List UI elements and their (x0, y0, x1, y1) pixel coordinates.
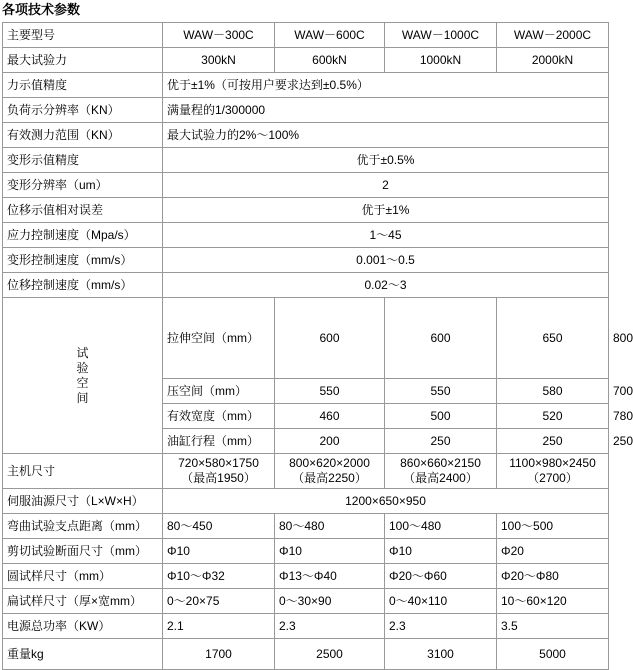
row-value: 优于±1%（可按用户要求达到±0.5%） (163, 73, 609, 98)
row-value: Φ10 (275, 539, 385, 564)
row-value: 0.02～3 (163, 273, 609, 298)
row-label: 变形分辨率（um） (3, 173, 163, 198)
row-label: 有效测力范围（KN） (3, 123, 163, 148)
row-value: 优于±1% (163, 198, 609, 223)
row-value: Φ20～Φ80 (497, 564, 609, 589)
main-size-line2: （最高2250） (292, 471, 367, 485)
row-value: 250 (497, 429, 609, 454)
row-value: Φ20 (497, 539, 609, 564)
main-size-line1: 1100×980×2450 (509, 456, 596, 470)
row-label: 位移示值相对误差 (3, 198, 163, 223)
row-label: 力示值精度 (3, 73, 163, 98)
row-label: 剪切试验断面尺寸（mm） (3, 539, 163, 564)
row-value: 2 (163, 173, 609, 198)
page-title: 各项技术参数 (2, 2, 81, 17)
table-row (3, 48, 609, 73)
group-char-1: 试 (76, 345, 89, 360)
row-value: 2000kN (497, 48, 609, 73)
row-value: 0～40×110 (385, 589, 497, 614)
row-value: 520 (497, 404, 609, 429)
row-value: 1～45 (163, 223, 609, 248)
table-row: 油缸行程（mm） 200 250 250 250 (3, 429, 609, 454)
row-value: 5000 (497, 639, 609, 670)
row-value: 80～480 (275, 514, 385, 539)
model-2: WAW－600C (275, 23, 385, 48)
row-value: 2.3 (275, 614, 385, 639)
row-value: 2500 (275, 639, 385, 670)
main-size-line2: （最高1950） (181, 471, 256, 485)
row-value: 80～450 (163, 514, 275, 539)
table-row: 试 验 空 间 拉伸空间（mm） 600 600 650 800 (3, 298, 609, 379)
table-row: 压空间（mm） 550 550 580 700 (3, 379, 609, 404)
row-value: Φ10 (385, 539, 497, 564)
table-row (3, 514, 609, 539)
table-row (3, 123, 609, 148)
row-label: 负荷示分辨率（KN） (3, 98, 163, 123)
row-value: 600kN (275, 48, 385, 73)
row-value: 460 (275, 404, 385, 429)
row-value: 10～60×120 (497, 589, 609, 614)
main-size-line1: 720×580×1750 (178, 456, 259, 470)
row-label: 最大试验力 (3, 48, 163, 73)
row-value: 0～30×90 (275, 589, 385, 614)
group-char-3: 空 (76, 375, 89, 390)
row-value: 最大试验力的2%～100% (163, 123, 609, 148)
row-value: 3100 (385, 639, 497, 670)
row-value: 250 (385, 429, 497, 454)
row-value: 600 (275, 298, 385, 379)
table-row: 有效宽度（mm） 460 500 520 780 (3, 404, 609, 429)
table-row (3, 223, 609, 248)
row-value: 0～20×75 (163, 589, 275, 614)
row-value: Φ13～Φ40 (275, 564, 385, 589)
row-label: 主机尺寸 (3, 454, 163, 489)
row-label: 变形控制速度（mm/s） (3, 248, 163, 273)
row-label: 有效宽度（mm） (163, 404, 275, 429)
row-value: 1000kN (385, 48, 497, 73)
row-label: 圆试样尺寸（mm） (3, 564, 163, 589)
table-row (3, 173, 609, 198)
table-row (3, 198, 609, 223)
row-value: 550 (385, 379, 497, 404)
table-row (3, 98, 609, 123)
row-value: 500 (385, 404, 497, 429)
table-row (3, 148, 609, 173)
row-value: 550 (275, 379, 385, 404)
row-label: 重量kg (3, 639, 163, 670)
row-label: 变形示值精度 (3, 148, 163, 173)
row-value (497, 454, 609, 489)
row-value: 650 (497, 298, 609, 379)
row-value: 优于±0.5% (163, 148, 609, 173)
table-row (3, 539, 609, 564)
row-label: 扁试样尺寸（厚×宽mm） (3, 589, 163, 614)
group-vertical-label (3, 298, 163, 454)
table-row (3, 564, 609, 589)
row-value: 2.3 (385, 614, 497, 639)
row-value: 3.5 (497, 614, 609, 639)
row-value: 满量程的1/300000 (163, 98, 609, 123)
table-row (3, 248, 609, 273)
row-value: 100～500 (497, 514, 609, 539)
technical-parameters-table (2, 22, 633, 670)
row-label: 电源总功率（KW） (3, 614, 163, 639)
row-value: 1700 (163, 639, 275, 670)
main-size-line1: 800×620×2000 (289, 456, 370, 470)
table-row (3, 454, 609, 489)
row-label: 弯曲试验支点距离（mm） (3, 514, 163, 539)
main-size-line2: （最高2400） (403, 471, 478, 485)
row-value: Φ20～Φ60 (385, 564, 497, 589)
row-value (275, 454, 385, 489)
row-value: 300kN (163, 48, 275, 73)
model-3: WAW－1000C (385, 23, 497, 48)
row-label: 位移控制速度（mm/s） (3, 273, 163, 298)
row-value: 200 (275, 429, 385, 454)
header-label: 主要型号 (3, 23, 163, 48)
main-size-line1: 860×660×2150 (400, 456, 481, 470)
row-value: Φ10 (163, 539, 275, 564)
table-header-row (3, 23, 609, 48)
group-char-2: 验 (76, 360, 89, 375)
row-label: 伺服油源尺寸（L×W×H） (3, 489, 163, 514)
main-size-line2: （2700） (527, 471, 578, 485)
group-char-4: 间 (76, 390, 89, 405)
table-row (3, 614, 609, 639)
table-row (3, 639, 609, 670)
row-value: 600 (385, 298, 497, 379)
row-value (163, 454, 275, 489)
row-value: 580 (497, 379, 609, 404)
model-4: WAW－2000C (497, 23, 609, 48)
row-value: Φ10～Φ32 (163, 564, 275, 589)
row-value: 1200×650×950 (163, 489, 609, 514)
table-row (3, 73, 609, 98)
table-row (3, 273, 609, 298)
row-label: 应力控制速度（Mpa/s） (3, 223, 163, 248)
row-value: 0.001～0.5 (163, 248, 609, 273)
row-label: 压空间（mm） (163, 379, 275, 404)
table-row (3, 589, 609, 614)
row-value (385, 454, 497, 489)
row-value: 100～480 (385, 514, 497, 539)
row-label: 油缸行程（mm） (163, 429, 275, 454)
table-row (3, 489, 609, 514)
row-label: 拉伸空间（mm） (163, 298, 275, 379)
model-1: WAW－300C (163, 23, 275, 48)
row-value: 2.1 (163, 614, 275, 639)
